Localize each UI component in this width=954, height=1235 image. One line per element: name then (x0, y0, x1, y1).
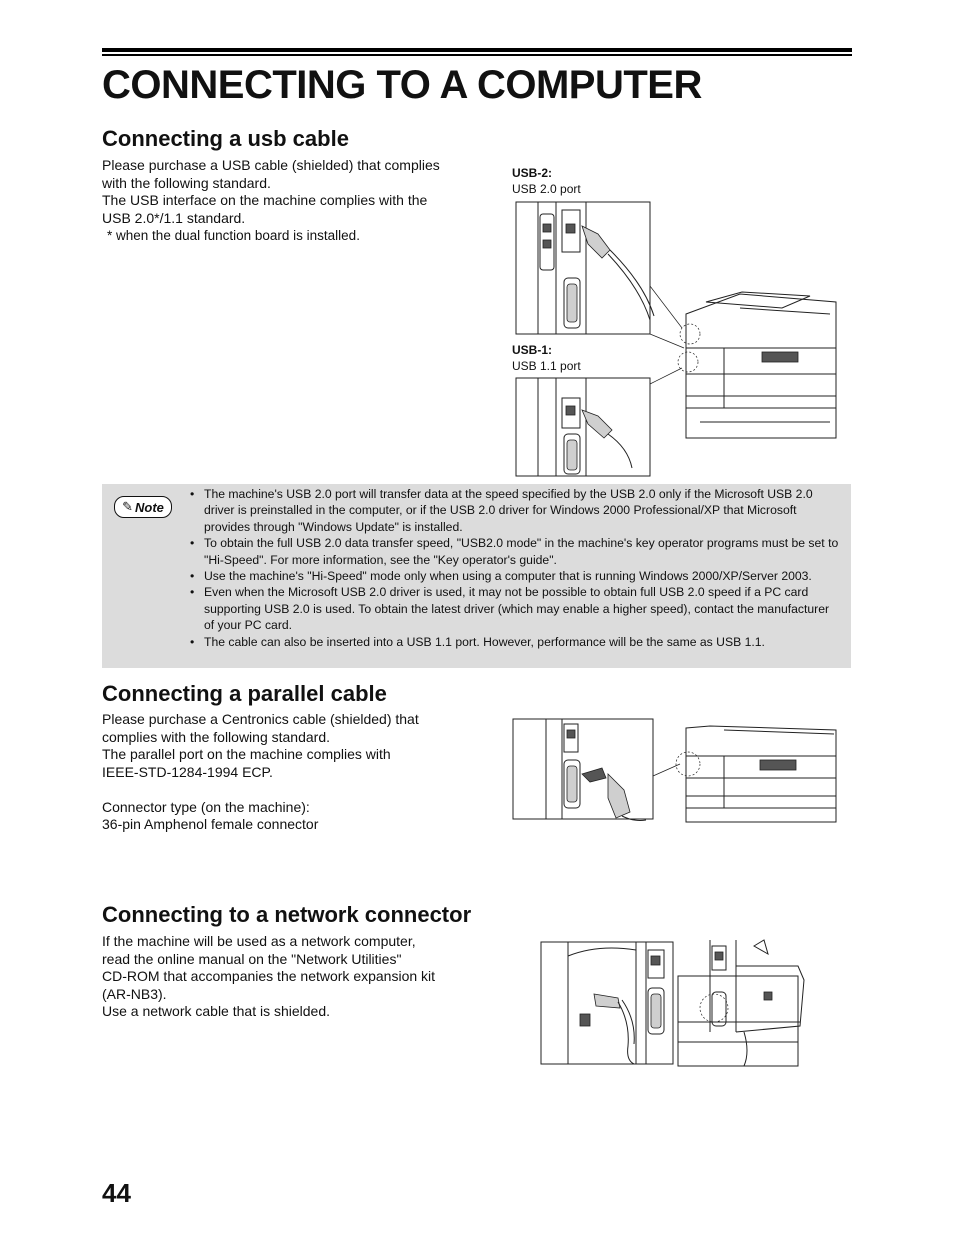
parallel-text-line: complies with the following standard. (102, 728, 331, 745)
copier-rear-drawing (678, 940, 804, 1066)
parallel-text-line: Connector type (on the machine): (102, 798, 310, 815)
copier-machine-drawing (678, 292, 836, 438)
network-port-inset (541, 942, 673, 1064)
usb2-port-desc: USB 2.0 port (512, 182, 581, 196)
parallel-connection-illustration (510, 716, 842, 824)
network-section-text (102, 933, 482, 1021)
note-item: • Even when the Microsoft USB 2.0 driver is used, it may not be possible to obtain full USB 2.0 speed if a PC card supporting USB 2.0 is used. To obtain the latest driver (which may enable a higher speed), contact the manufacturer of your PC card. (190, 584, 842, 633)
note-item: • The machine's USB 2.0 port will transfer data at the speed specified by the USB 2.0 only if the Microsoft USB 2.0 driver is preinstalled in the computer, or if the USB 2.0 driver for Windows 2000 Professional/XP that Microsoft provides through "Windows Update" is installed. (190, 486, 842, 535)
note-box (102, 484, 851, 668)
parallel-text-line: Please purchase a Centronics cable (shielded) that (102, 711, 419, 727)
header-rule-thick (102, 48, 852, 52)
parallel-text-line: The parallel port on the machine complies with (102, 746, 391, 762)
copier-machine-drawing (676, 726, 836, 822)
parallel-section-text (102, 711, 482, 834)
network-text-line: Use a network cable that is shielded. (102, 1003, 331, 1019)
note-badge (114, 496, 172, 518)
page-number: 44 (102, 1178, 131, 1208)
network-text-line: CD-ROM that accompanies the network expansion kit (102, 968, 436, 984)
parallel-section-heading: Connecting a parallel cable (102, 681, 387, 706)
usb-text-line: with the following standard. (102, 174, 271, 191)
network-section-heading: Connecting to a network connector (102, 902, 472, 927)
parallel-text-line: 36-pin Amphenol female connector (102, 816, 319, 832)
note-list (190, 486, 842, 650)
note-item: • The cable can also be inserted into a USB 1.1 port. However, performance will be the same as USB 1.1. (190, 634, 842, 650)
network-text-line: read the online manual on the "Network Utilities" (102, 950, 402, 967)
footnote-mark: * (107, 228, 113, 243)
usb2-port-inset (516, 202, 684, 348)
usb1-port-label: USB-1: (512, 343, 553, 357)
usb-section-text (102, 157, 482, 245)
usb-connection-illustration (510, 198, 842, 478)
pencil-icon: ✎ (122, 499, 133, 514)
usb2-port-label: USB-2: (512, 166, 553, 180)
note-badge-label: Note (135, 499, 164, 515)
parallel-text-line: IEEE-STD-1284-1994 ECP. (102, 763, 273, 780)
usb1-port-inset (516, 368, 682, 476)
note-item: • Use the machine's "Hi-Speed" mode only when using a computer that is running Windows 2000/XP/Server 2003. (190, 568, 842, 584)
parallel-port-inset (513, 719, 680, 821)
network-text-line: (AR-NB3). (102, 985, 167, 1002)
header-rule-thin (102, 54, 852, 56)
usb2-label-block (512, 165, 581, 197)
network-connection-illustration (538, 936, 830, 1068)
usb-footnote (102, 227, 482, 245)
usb-text-line: The USB interface on the machine complies with the (102, 192, 428, 208)
usb1-port-desc: USB 1.1 port (512, 359, 581, 373)
usb-text-line: Please purchase a USB cable (shielded) that complies (102, 157, 440, 173)
parallel-text-line (102, 781, 482, 799)
note-item: • To obtain the full USB 2.0 data transfer speed, "USB2.0 mode" in the machine's key operator programs must be set to "Hi-Speed". For more information, see the "Key operator's guide". (190, 535, 842, 568)
page-title: CONNECTING TO A COMPUTER (102, 63, 702, 107)
usb-section-heading: Connecting a usb cable (102, 126, 349, 151)
network-text-line: If the machine will be used as a network computer, (102, 933, 416, 949)
usb-text-line: USB 2.0*/1.1 standard. (102, 209, 246, 226)
footnote-text: when the dual function board is installed. (116, 228, 360, 243)
